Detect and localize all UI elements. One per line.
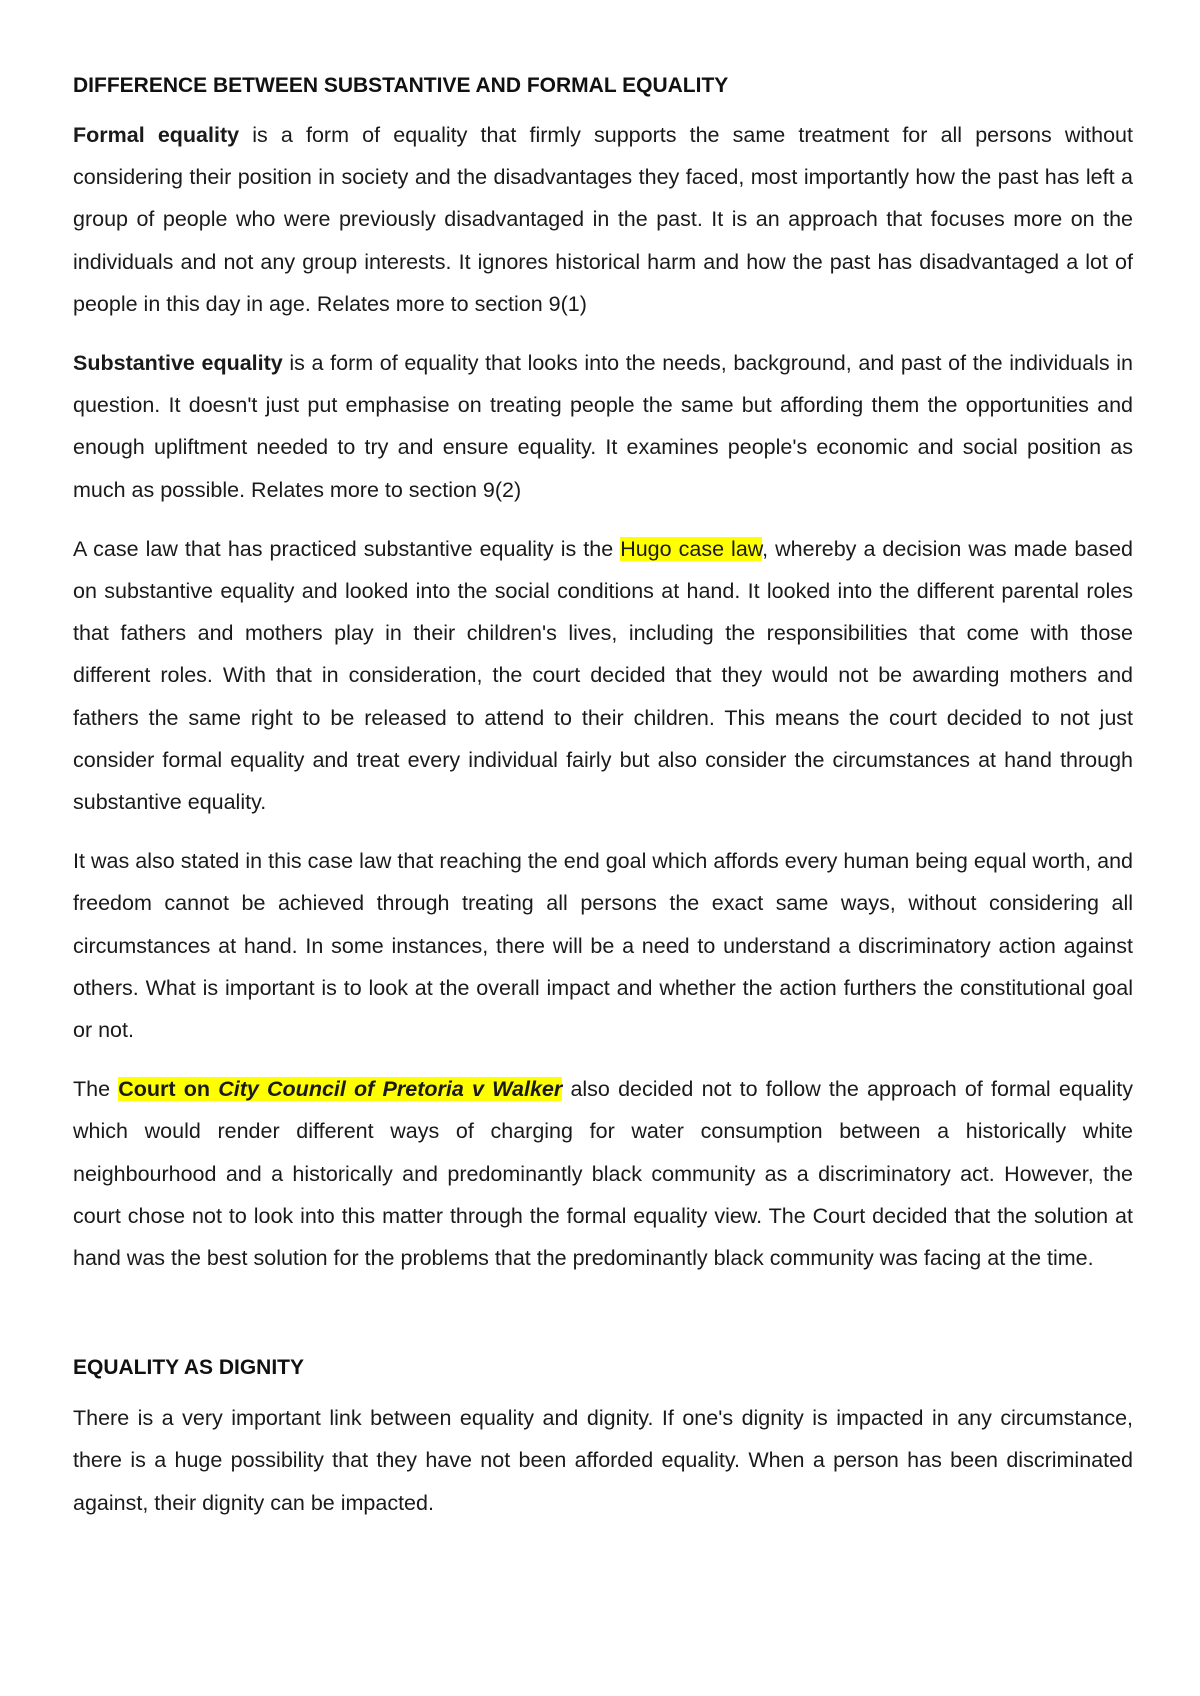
paragraph-dignity: There is a very important link between equality and dignity. If one's dignity is impacted in any circumstance, there is a huge possibility that they have not been afforded equality. When a person has been discriminated against, their dignity can be impacted.: [73, 1406, 1133, 1515]
formal-equality-text: is a form of equality that firmly supports the same treatment for all persons without considering their position in society and the disadvantages they faced, most importantly how the past has left a group of people who were previously disadvantaged in the past. It is an approach that focuses more on the individuals and not any group interests. It ignores historical harm and how the past has disadvantaged a lot of people in this day in age. Relates more to section 9(1): [73, 123, 1133, 316]
paragraph-walker-case: [73, 1068, 1133, 1279]
substantive-equality-text: is a form of equality that looks into the needs, background, and past of the individuals in question. It doesn't just put emphasise on treating people the same but affording them the opportunities and enough upliftment needed to try and ensure equality. It examines people's economic and social position as much as possible. Relates more to section 9(2): [73, 351, 1133, 502]
walker-text-after: also decided not to follow the approach of formal equality which would render different ways of charging for water consumption between a historically white neighbourhood and a historically and predominantly black community as a discriminatory act. However, the court chose not to look into this matter through the formal equality view. The Court decided that the solution at hand was the best solution for the problems that the predominantly black community was facing at the time.: [73, 1077, 1133, 1271]
paragraph-end-goal: It was also stated in this case law that reaching the end goal which affords every human being equal worth, and freedom cannot be achieved through treating all persons the exact same ways, without considering all circumstances at hand. In some instances, there will be a need to understand a discriminatory action against others. What is important is to look at the overall impact and whether the action furthers the constitutional goal or not.: [73, 849, 1133, 1043]
hugo-text-before: A case law that has practiced substantive equality is the: [73, 536, 621, 561]
paragraph-formal-equality: [73, 114, 1133, 325]
paragraph-substantive-equality: [73, 342, 1133, 511]
walker-text-before: The: [73, 1077, 119, 1102]
term-substantive-equality: Substantive equality: [73, 351, 283, 376]
heading-equality-as-dignity: EQUALITY AS DIGNITY: [73, 1356, 305, 1380]
hugo-text-after: , whereby a decision was made based on substantive equality and looked into the social conditions at hand. It looked into the different parental roles that fathers and mothers play in their children's lives, including the responsibilities that come with those different roles. With that in consideration, the court decided that they would not be awarding mothers and fathers the same right to be released to attend to their children. This means the court decided to not just consider formal equality and treat every individual fairly but also consider the circumstances at hand through substantive equality.: [73, 536, 1133, 815]
term-formal-equality: Formal equality: [73, 123, 240, 147]
paragraph-hugo-case: [73, 528, 1133, 823]
section-spacer: [73, 1296, 1133, 1354]
highlight-hugo-case-law: Hugo case law: [620, 536, 763, 561]
highlight-court-on: Court on: [118, 1077, 219, 1102]
highlight-walker-case-name: City Council of Pretoria v Walker: [218, 1077, 563, 1102]
heading-formal-substantive: DIFFERENCE BETWEEN SUBSTANTIVE AND FORMAL EQUALITY: [73, 74, 729, 97]
